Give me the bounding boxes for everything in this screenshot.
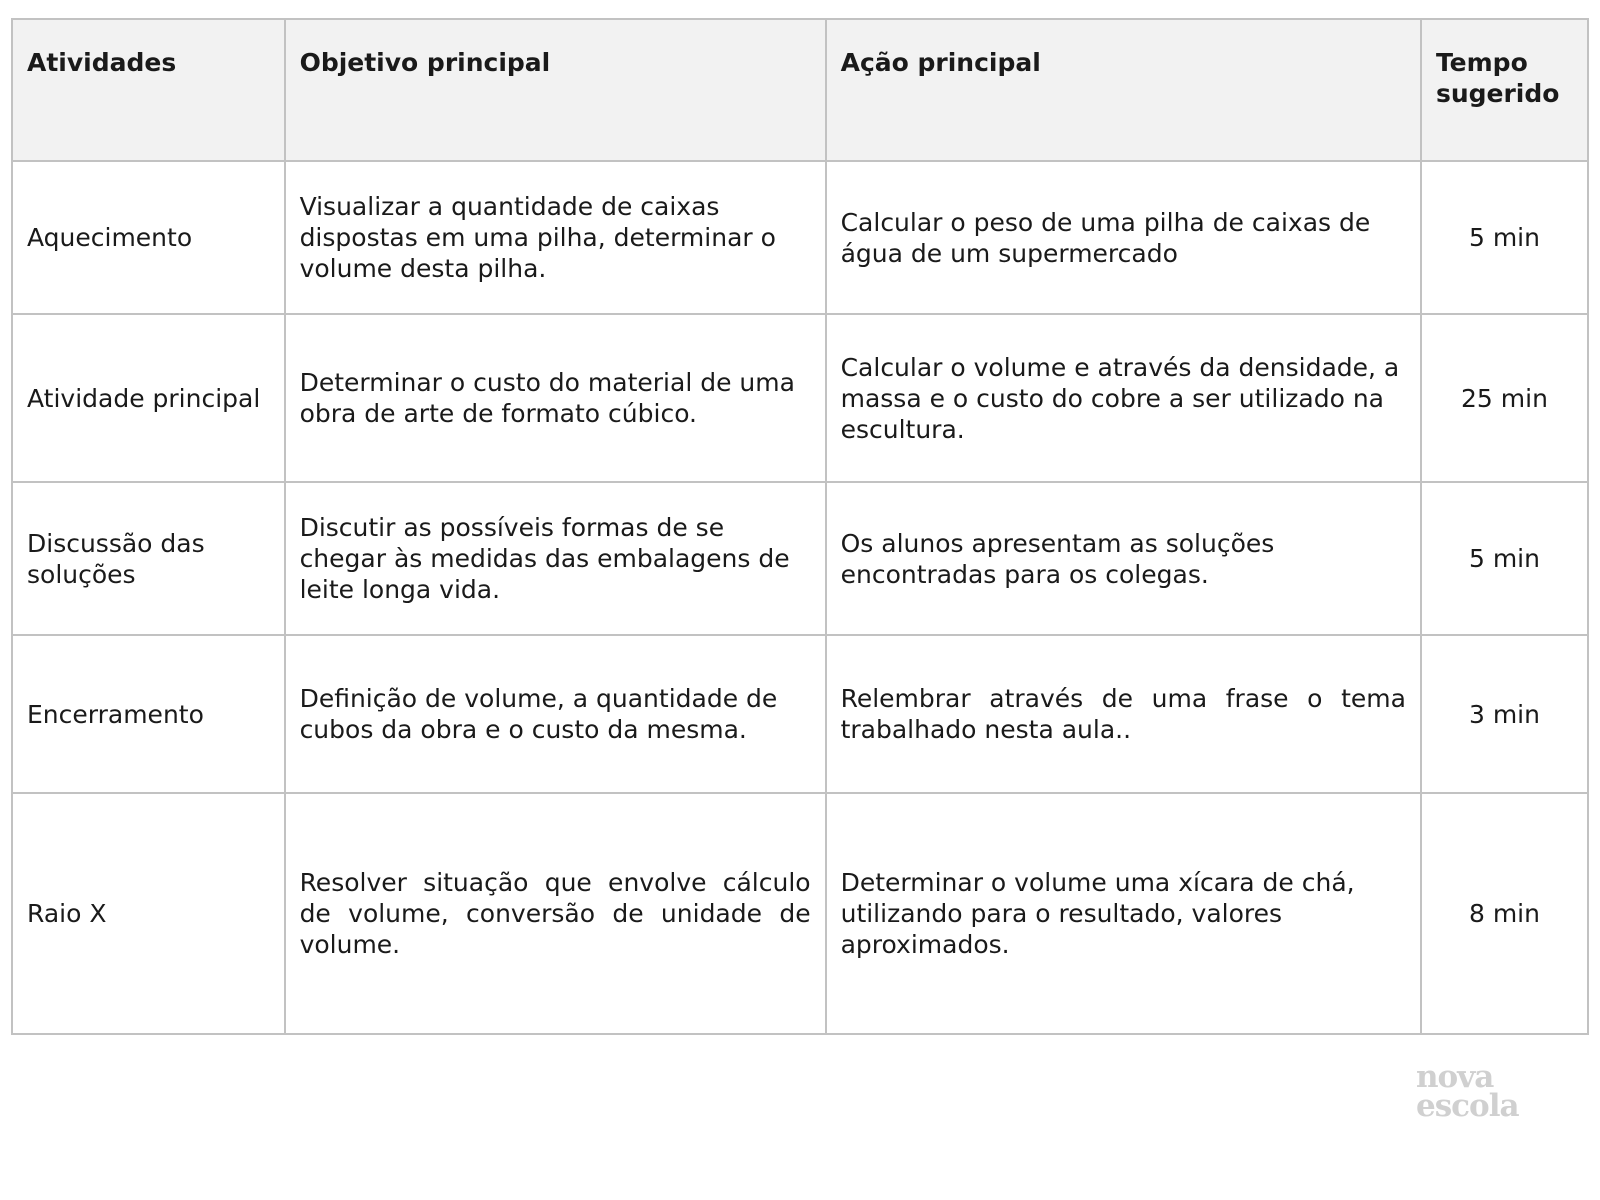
header-row [12,19,1588,161]
lesson-plan-table [11,18,1589,1035]
logo-line-2: escola [1416,1088,1519,1124]
cell-activity: Discussão das soluções [12,482,285,635]
header-time: Tempo sugerido [1421,19,1588,161]
header-objective: Objetivo principal [285,19,826,161]
cell-objective: Visualizar a quantidade de caixas dispostas em uma pilha, determinar o volume desta pilha. [285,161,826,314]
table-row [12,482,1588,635]
cell-action: Calcular o volume e através da densidade, a massa e o custo do cobre a ser utilizado na escultura. [826,314,1421,482]
cell-objective: Definição de volume, a quantidade de cubos da obra e o custo da mesma. [285,635,826,793]
cell-activity: Encerramento [12,635,285,793]
header-action: Ação principal [826,19,1421,161]
table-row [12,793,1588,1034]
table-row [12,314,1588,482]
logo-line-1: nova [1416,1059,1494,1095]
cell-time: 5 min [1421,161,1588,314]
cell-action: Calcular o peso de uma pilha de caixas de água de um supermercado [826,161,1421,314]
cell-activity: Atividade principal [12,314,285,482]
cell-action: Os alunos apresentam as soluções encontradas para os colegas. [826,482,1421,635]
cell-time: 3 min [1421,635,1588,793]
cell-action: Determinar o volume uma xícara de chá, utilizando para o resultado, valores aproximados. [826,793,1421,1034]
cell-time: 8 min [1421,793,1588,1034]
table-row [12,161,1588,314]
cell-time: 25 min [1421,314,1588,482]
cell-objective: Resolver situação que envolve cálculo de volume, conversão de unidade de volume. [285,793,826,1034]
cell-activity: Raio X [12,793,285,1034]
table-body [12,161,1588,1034]
header-activity: Atividades [12,19,285,161]
table-row [12,635,1588,793]
cell-objective: Discutir as possíveis formas de se chegar às medidas das embalagens de leite longa vida. [285,482,826,635]
cell-objective: Determinar o custo do material de uma obra de arte de formato cúbico. [285,314,826,482]
table-header [12,19,1588,161]
cell-activity: Aquecimento [12,161,285,314]
nova-escola-logo [1416,1059,1536,1124]
cell-action: Relembrar através de uma frase o tema trabalhado nesta aula.. [826,635,1421,793]
cell-time: 5 min [1421,482,1588,635]
